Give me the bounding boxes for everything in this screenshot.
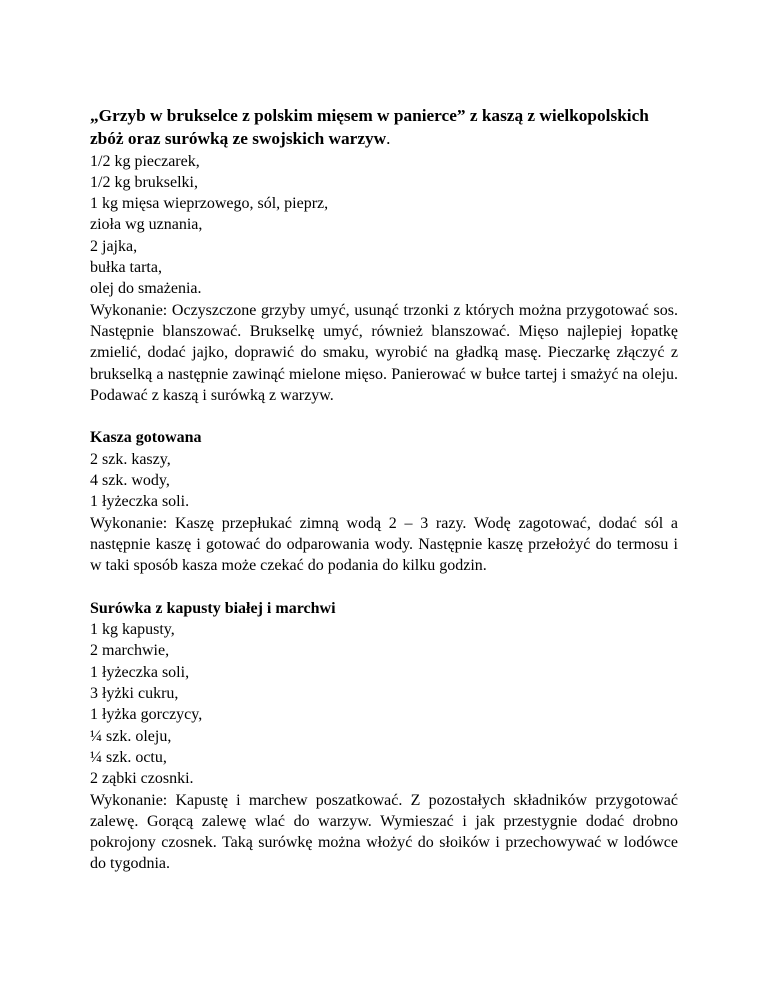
ingredient-list [90,619,678,789]
method-paragraph: Wykonanie: Kapustę i marchew poszatkować. Z pozostałych składników przygotować zalewę. Gorącą zalewę wlać do warzyw. Wymieszać i jak przestygnie dodać drobno pokrojony czosnek. Taką surówkę można włożyć do słoików i przechowywać w lodówce do tygodnia. [90,791,678,873]
ingredient-item: ¼ szk. oleju, [90,727,172,745]
ingredient-item: 4 szk. wody, [90,472,170,490]
ingredient-item: 1 kg mięsa wieprzowego, sól, pieprz, [90,195,329,213]
spacer [90,406,678,427]
ingredient-item: 1/2 kg pieczarek, [90,152,200,170]
ingredient-item: 1 łyżeczka soli. [90,493,190,511]
recipe-title [90,104,678,151]
ingredient-item: 1 łyżeczka soli, [90,663,190,681]
ingredient-item: 2 szk. kaszy, [90,450,171,468]
ingredient-list [90,449,678,513]
method-paragraph: Wykonanie: Kaszę przepłukać zimną wodą 2 – 3 razy. Wodę zagotować, dodać sól a następnie kaszę i gotować do odparowania wody. Następnie kaszę przełożyć do termosu i w taki sposób kasza może czekać do podania do kilku godzin. [90,514,678,575]
ingredient-item: zioła wg uznania, [90,216,203,234]
section-title: Kasza gotowana [90,429,202,447]
ingredient-list [90,151,678,300]
ingredient-item: 2 ząbki czosnki. [90,770,194,788]
section-title: Surówka z kapusty białej i marchwi [90,599,336,617]
ingredient-item: 1 kg kapusty, [90,621,175,639]
recipe-title-period: . [386,129,391,149]
ingredient-item: 2 jajka, [90,237,138,255]
recipe-title-text: „Grzyb w brukselce z polskim mięsem w panierce” z kaszą z wielkopolskich zbóż oraz surówką ze swojskich warzyw [90,106,649,149]
ingredient-item: ¼ szk. octu, [90,748,167,766]
spacer [90,577,678,598]
ingredient-item: olej do smażenia. [90,280,202,298]
ingredient-item: 1/2 kg brukselki, [90,173,198,191]
ingredient-item: 2 marchwie, [90,642,170,660]
ingredient-item: 1 łyżka gorczycy, [90,706,203,724]
ingredient-item: 3 łyżki cukru, [90,685,179,703]
ingredient-item: bułka tarta, [90,259,162,277]
method-paragraph: Wykonanie: Oczyszczone grzyby umyć, usunąć trzonki z których można przygotować sos. Następnie blanszować. Brukselkę umyć, również blanszować. Mięso najlepiej łopatkę zmielić, dodać jajko, doprawić do smaku, wyrobić na gładką masę. Pieczarkę złączyć z brukselką a następnie zawinąć mielone mięso. Panierować w bułce tartej i smażyć na oleju. Podawać z kaszą i surówką z warzyw. [90,301,678,404]
document-page [90,104,678,875]
